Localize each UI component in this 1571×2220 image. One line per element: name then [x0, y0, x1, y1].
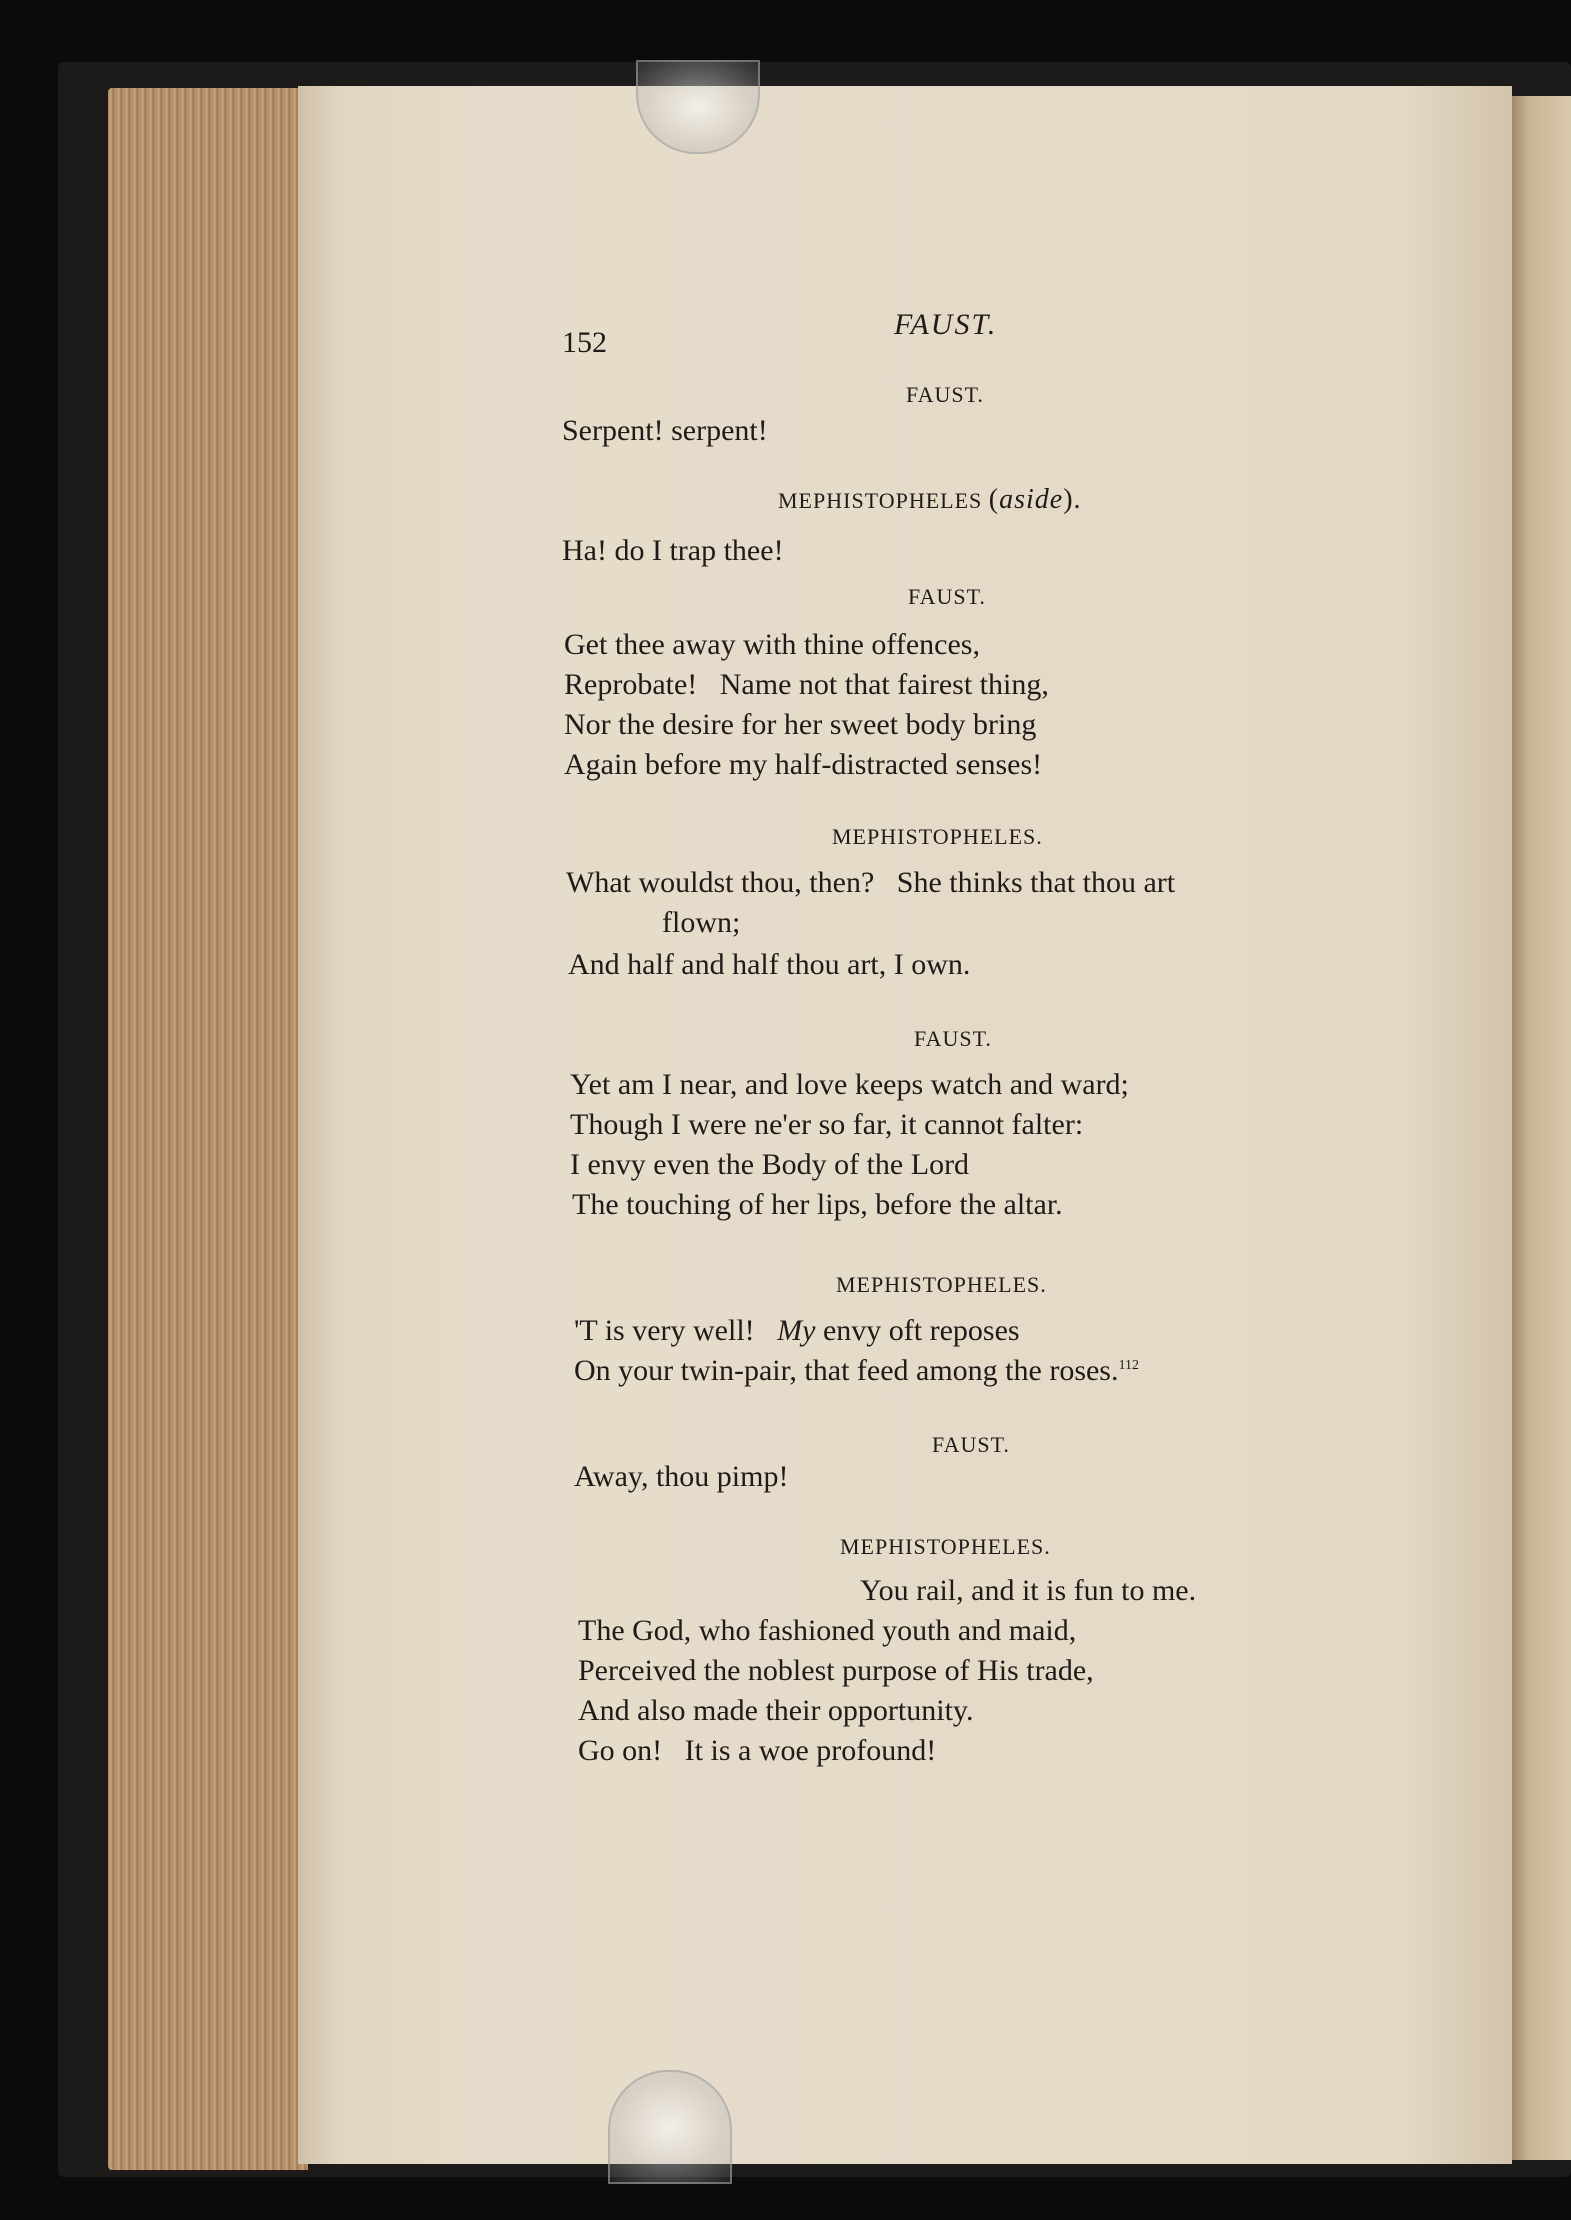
verse-line: Serpent! serpent! [562, 414, 768, 447]
verse-line: Get thee away with thine offences, [564, 628, 980, 661]
page-clip-bottom [608, 2070, 732, 2184]
verse-line [574, 1314, 1020, 1348]
verse-segment: envy oft reposes [822, 1314, 1020, 1347]
facing-page-edge [1512, 96, 1571, 2160]
verse-line: You rail, and it is fun to me. [860, 1574, 1197, 1607]
verse-line: And also made their opportunity. [578, 1694, 974, 1727]
verse-line: The touching of her lips, before the altar. [572, 1188, 1063, 1221]
verse-line: What wouldst thou, then? She thinks that thou art [566, 866, 1176, 899]
verse-line: I envy even the Body of the Lord [570, 1148, 970, 1181]
verse-line: The God, who fashioned youth and maid, [578, 1614, 1077, 1647]
verse-line: Go on! It is a woe profound! [578, 1734, 937, 1767]
speaker-heading: FAUST. [914, 1026, 992, 1051]
verse-line: Perceived the noblest purpose of His trade, [578, 1654, 1094, 1687]
footnote-marker: 112 [1118, 1358, 1139, 1373]
speaker-heading: MEPHISTOPHELES (aside). [778, 484, 1082, 515]
speaker-heading: MEPHISTOPHELES. [840, 1534, 1051, 1559]
verse-line: Nor the desire for her sweet body bring [564, 708, 1037, 741]
verse-line: flown; [662, 906, 741, 939]
speaker-name: MEPHISTOPHELES [778, 488, 983, 513]
page-number: 152 [562, 326, 607, 359]
speaker-heading: FAUST. [932, 1432, 1010, 1457]
verse-segment: 'T is very well! [574, 1314, 755, 1347]
speaker-heading: FAUST. [908, 584, 986, 609]
speaker-heading: MEPHISTOPHELES. [836, 1272, 1047, 1297]
stage-direction: aside [999, 484, 1064, 515]
verse-line: And half and half thou art, I own. [568, 948, 971, 981]
running-title: FAUST. [894, 308, 998, 341]
page-edges [108, 88, 308, 2170]
verse-line [574, 1354, 1139, 1388]
verse-line: Yet am I near, and love keeps watch and ward; [570, 1068, 1129, 1101]
verse-line: Ha! do I trap thee! [562, 534, 784, 567]
verse-line: Again before my half-distracted senses! [564, 748, 1043, 781]
speaker-heading: FAUST. [906, 382, 984, 407]
emphasis: My [777, 1314, 816, 1347]
speaker-heading: MEPHISTOPHELES. [832, 824, 1043, 849]
verse-line: Reprobate! Name not that fairest thing, [564, 668, 1049, 701]
verse-line: Though I were ne'er so far, it cannot falter: [570, 1108, 1084, 1141]
verse-segment: On your twin-pair, that feed among the roses. [574, 1354, 1119, 1387]
verse-line: Away, thou pimp! [574, 1460, 789, 1493]
